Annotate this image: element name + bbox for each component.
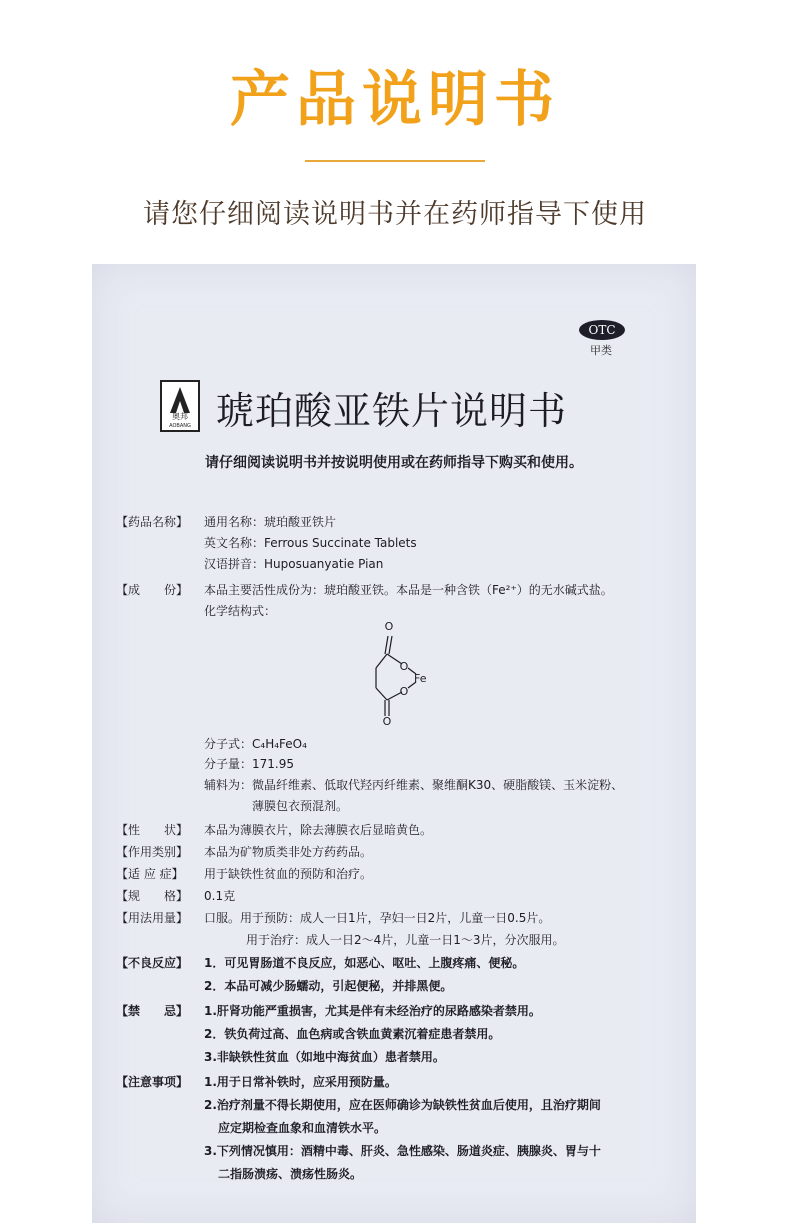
section-label-spec: 【规 格】	[116, 889, 189, 903]
structure-oxygen-lower: O	[399, 685, 409, 698]
notes-item-3b: 二指肠溃疡、溃疡性肠炎。	[218, 1167, 363, 1181]
contra-item-1: 1.肝肾功能严重损害，尤其是伴有未经治疗的尿路感染者禁用。	[204, 1004, 541, 1018]
excipients-line-1: 辅料为：微晶纤维素、低取代羟丙纤维素、聚维酮K30、硬脂酸镁、玉米淀粉、	[204, 778, 624, 792]
otc-class-label: 甲类	[590, 344, 612, 357]
excipients-line-2: 薄膜包衣预混剂。	[252, 799, 349, 813]
chemical-structure-diagram	[352, 616, 442, 726]
banner-title: 产品说明书	[230, 65, 560, 135]
logo-text-cn: 奥邦	[172, 412, 188, 421]
section-label-adverse: 【不良反应】	[116, 956, 189, 970]
composition-text: 本品主要活性成份为：琥珀酸亚铁。本品是一种含铁（Fe²⁺）的无水碱式盐。	[204, 583, 613, 597]
section-label-category: 【作用类别】	[116, 845, 189, 859]
document-title: 琥珀酸亚铁片说明书	[216, 389, 568, 433]
contra-item-2: 2．铁负荷过高、血色病或含铁血黄素沉着症患者禁用。	[204, 1027, 501, 1041]
section-label-composition: 【成 份】	[116, 583, 189, 597]
pinyin-name: 汉语拼音：Huposuanyatie Pian	[204, 557, 384, 571]
brand-logo	[160, 380, 200, 432]
notes-item-3a: 3.下列情况慎用：酒精中毒、肝炎、急性感染、肠道炎症、胰腺炎、胃与十	[204, 1144, 601, 1158]
section-label-indication: 【适 应 症】	[116, 867, 184, 881]
structure-oxygen-upper: O	[399, 660, 409, 673]
section-label-dosage: 【用法用量】	[116, 911, 189, 925]
structure-oxygen-bottom: O	[382, 715, 392, 726]
section-label-notes: 【注意事项】	[116, 1075, 189, 1089]
structure-label: 化学结构式：	[204, 604, 277, 618]
structure-iron-label: Fe	[414, 672, 427, 685]
section-label-name: 【药品名称】	[116, 515, 189, 529]
section-label-contraindications: 【禁 忌】	[116, 1004, 189, 1018]
notes-item-2a: 2.治疗剂量不得长期使用，应在医师确诊为缺铁性贫血后使用，且治疗期间	[204, 1098, 601, 1112]
spec-text: 0.1克	[204, 889, 236, 903]
adverse-item-1: 1．可见胃肠道不良反应，如恶心、呕吐、上腹疼痛、便秘。	[204, 956, 525, 970]
banner-subtitle: 请您仔细阅读说明书并在药师指导下使用	[143, 199, 647, 230]
notes-item-2b: 应定期检查血象和血清铁水平。	[218, 1121, 387, 1135]
adverse-item-2: 2．本品可减少肠蠕动，引起便秘，并排黑便。	[204, 979, 453, 993]
indication-text: 用于缺铁性贫血的预防和治疗。	[204, 867, 373, 881]
molecular-weight: 分子量：171.95	[204, 757, 294, 771]
notes-item-1: 1.用于日常补铁时，应采用预防量。	[204, 1075, 397, 1089]
logo-text-en: AOBANG	[169, 423, 191, 429]
contra-item-3: 3.非缺铁性贫血（如地中海贫血）患者禁用。	[204, 1050, 445, 1064]
leaflet-sheet	[92, 264, 696, 1223]
english-name: 英文名称：Ferrous Succinate Tablets	[204, 536, 417, 550]
dosage-line-2: 用于治疗：成人一日2～4片，儿童一日1～3片，分次服用。	[246, 933, 565, 947]
otc-badge: OTC	[579, 320, 625, 340]
category-text: 本品为矿物质类非处方药药品。	[204, 845, 373, 859]
generic-name: 通用名称：琥珀酸亚铁片	[204, 515, 337, 529]
molecular-formula: 分子式：C₄H₄FeO₄	[204, 737, 307, 751]
dosage-line-1: 口服。用于预防：成人一日1片，孕妇一日2片，儿童一日0.5片。	[204, 911, 551, 925]
structure-oxygen-top: O	[384, 620, 394, 633]
banner-divider	[305, 160, 485, 162]
section-label-appearance: 【性 状】	[116, 823, 189, 837]
document-warning: 请仔细阅读说明书并按说明使用或在药师指导下购买和使用。	[205, 455, 583, 471]
appearance-text: 本品为薄膜衣片，除去薄膜衣后显暗黄色。	[204, 823, 433, 837]
